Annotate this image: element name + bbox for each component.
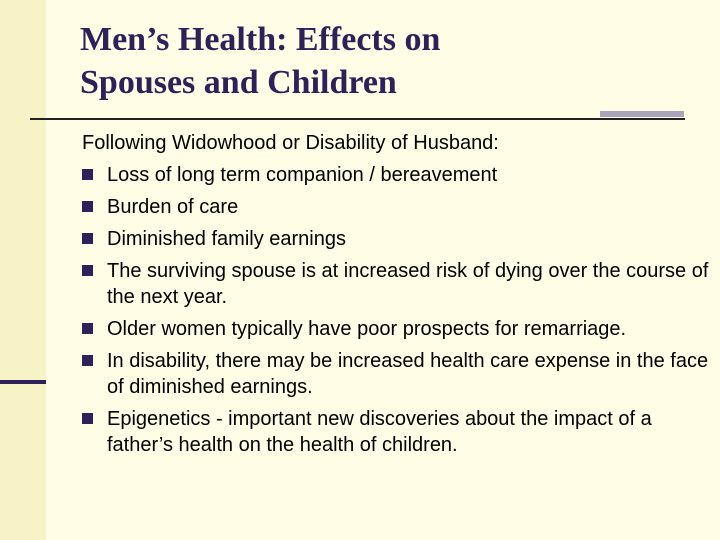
- square-bullet-icon: [82, 413, 93, 424]
- list-item: [82, 348, 717, 400]
- list-item: [82, 162, 717, 188]
- bullet-text: The surviving spouse is at increased risk of dying over the course of the next year.: [107, 260, 709, 308]
- slide-title: [80, 18, 700, 104]
- left-accent-bar: [0, 380, 46, 384]
- square-bullet-icon: [82, 169, 93, 180]
- list-item: [82, 406, 717, 458]
- list-item: [82, 316, 717, 342]
- list-item: [82, 258, 717, 310]
- square-bullet-icon: [82, 265, 93, 276]
- square-bullet-icon: [82, 233, 93, 244]
- square-bullet-icon: [82, 201, 93, 212]
- bullet-text: Epigenetics - important new discoveries about the impact of a father’s health on the health of children.: [107, 408, 652, 456]
- list-item: [82, 226, 717, 252]
- bullet-text: Burden of care: [107, 196, 239, 218]
- slide-body: [82, 130, 717, 464]
- title-line-2: Spouses and Children: [80, 64, 397, 101]
- square-bullet-icon: [82, 355, 93, 366]
- bullet-text: Older women typically have poor prospects for remarriage.: [107, 318, 627, 340]
- bullet-text: In disability, there may be increased health care expense in the face of diminished earnings.: [107, 350, 709, 398]
- intro-text: Following Widowhood or Disability of Husband:: [82, 132, 499, 154]
- left-side-band: [0, 0, 46, 540]
- title-underline-accent: [600, 111, 684, 117]
- bullet-text: Diminished family earnings: [107, 228, 346, 250]
- title-underline: [30, 118, 685, 120]
- bullet-text: Loss of long term companion / bereavement: [107, 164, 498, 186]
- title-line-1: Men’s Health: Effects on: [80, 21, 441, 58]
- square-bullet-icon: [82, 323, 93, 334]
- list-item: [82, 194, 717, 220]
- bullet-list: [82, 162, 717, 458]
